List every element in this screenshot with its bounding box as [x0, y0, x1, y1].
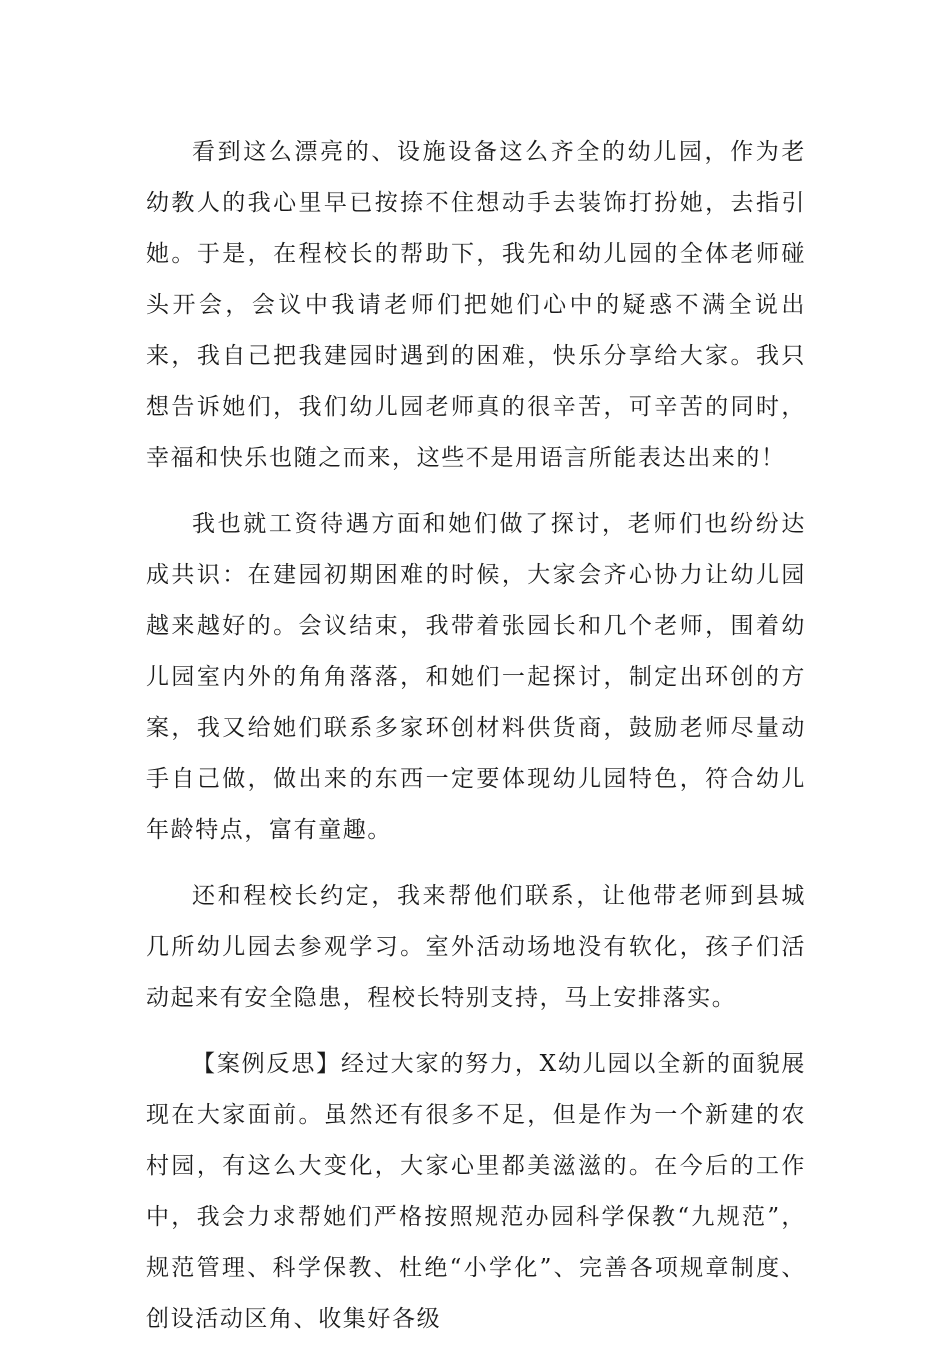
- paragraph-2: 我也就工资待遇方面和她们做了探讨，老师们也纷纷达成共识：在建园初期困难的时候，大家会齐心协力让幼儿园越来越好的。会议结束，我带着张园长和几个老师，围着幼儿园室内外的角角落落，和她们一起探讨，制定出环创的方案，我又给她们联系多家环创材料供货商，鼓励老师尽量动手自己做，做出来的东西一定要体现幼儿园特色，符合幼儿年龄特点，富有童趣。: [146, 511, 806, 843]
- paragraph-3: 还和程校长约定，我来帮他们联系，让他带老师到县城几所幼儿园去参观学习。室外活动场地没有软化，孩子们活动起来有安全隐患，程校长特别支持，马上安排落实。: [146, 883, 806, 1011]
- paragraph-1: 看到这么漂亮的、设施设备这么齐全的幼儿园，作为老幼教人的我心里早已按捺不住想动手去装饰打扮她，去指引她。于是，在程校长的帮助下，我先和幼儿园的全体老师碰头开会，会议中我请老师们把她们心中的疑惑不满全说出来，我自己把我建园时遇到的困难，快乐分享给大家。我只想告诉她们，我们幼儿园老师真的很辛苦，可辛苦的同时，幸福和快乐也随之而来，这些不是用语言所能表达出来的！: [146, 139, 806, 471]
- paragraph-4: 【案例反思】经过大家的努力，X幼儿园以全新的面貌展现在大家面前。虽然还有很多不足，但是作为一个新建的农村园，有这么大变化，大家心里都美滋滋的。在今后的工作中，我会力求帮她们严格按照规范办园科学保教“九规范”，规范管理、科学保教、杜绝“小学化”、完善各项规章制度、创设活动区角、收集好各级: [146, 1051, 806, 1332]
- document-body: [146, 127, 806, 1360]
